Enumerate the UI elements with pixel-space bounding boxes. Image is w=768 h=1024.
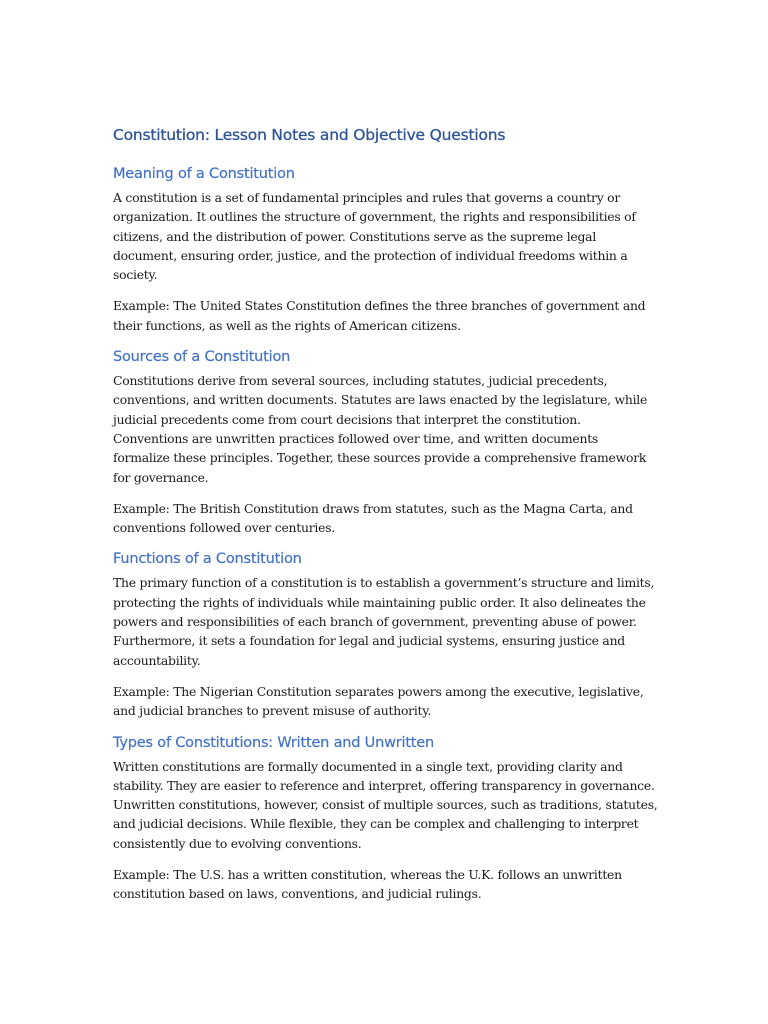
document-content xyxy=(113,124,658,916)
document-title: Constitution: Lesson Notes and Objective Questions xyxy=(113,126,506,144)
section-functions xyxy=(113,549,658,720)
section-body: The primary function of a constitution is to establish a government’s structure and limits, protecting the rights of individuals while maintaining public order. It also delineates the powers and responsibilities of each branch of government, preventing abuse of power. Furthermore, it sets a foundation for legal and judicial systems, ensuring justice and accountability. xyxy=(113,575,655,668)
section-example: Example: The U.S. has a written constitution, whereas the U.K. follows an unwritten constitution based on laws, conventions, and judicial rulings. xyxy=(113,867,622,902)
section-body: A constitution is a set of fundamental principles and rules that governs a country or organization. It outlines the structure of government, the rights and responsibilities of citizens, and the distribution of power. Constitutions serve as the supreme legal document, ensuring order, justice, and the protection of individual freedoms within a society. xyxy=(113,190,636,283)
section-body: Written constitutions are formally documented in a single text, providing clarity and stability. They are easier to reference and interpret, offering transparency in governance. Unwritten constitutions, however, consist of multiple sources, such as traditions, statutes, and judicial decisions. While flexible, they can be complex and challenging to interpret consistently due to evolving conventions. xyxy=(113,758,658,851)
section-example: Example: The Nigerian Constitution separates powers among the executive, legislative, and judicial branches to prevent misuse of authority. xyxy=(113,683,644,719)
section-heading: Sources of a Constitution xyxy=(113,349,291,366)
section-body: Constitutions derive from several sources, including statutes, judicial precedents, conventions, and written documents. Statutes are laws enacted by the legislature, while judicial precedents come from court decisions that interpret the constitution. Conventions are unwritten practices followed over time, and written documents formalize these principles. Together, these sources provide a comprehensive framework for governance. xyxy=(113,373,648,485)
section-meaning xyxy=(113,164,658,335)
section-heading: Types of Constitutions: Written and Unwritten xyxy=(113,734,434,751)
section-types xyxy=(113,733,658,904)
section-sources xyxy=(113,347,658,537)
section-heading: Functions of a Constitution xyxy=(113,551,302,568)
section-example: Example: The United States Constitution defines the three branches of government and their functions, as well as the rights of American citizens. xyxy=(113,298,646,333)
section-heading: Meaning of a Constitution xyxy=(113,166,295,182)
section-example: Example: The British Constitution draws from statutes, such as the Magna Carta, and conventions followed over centuries. xyxy=(113,500,633,536)
